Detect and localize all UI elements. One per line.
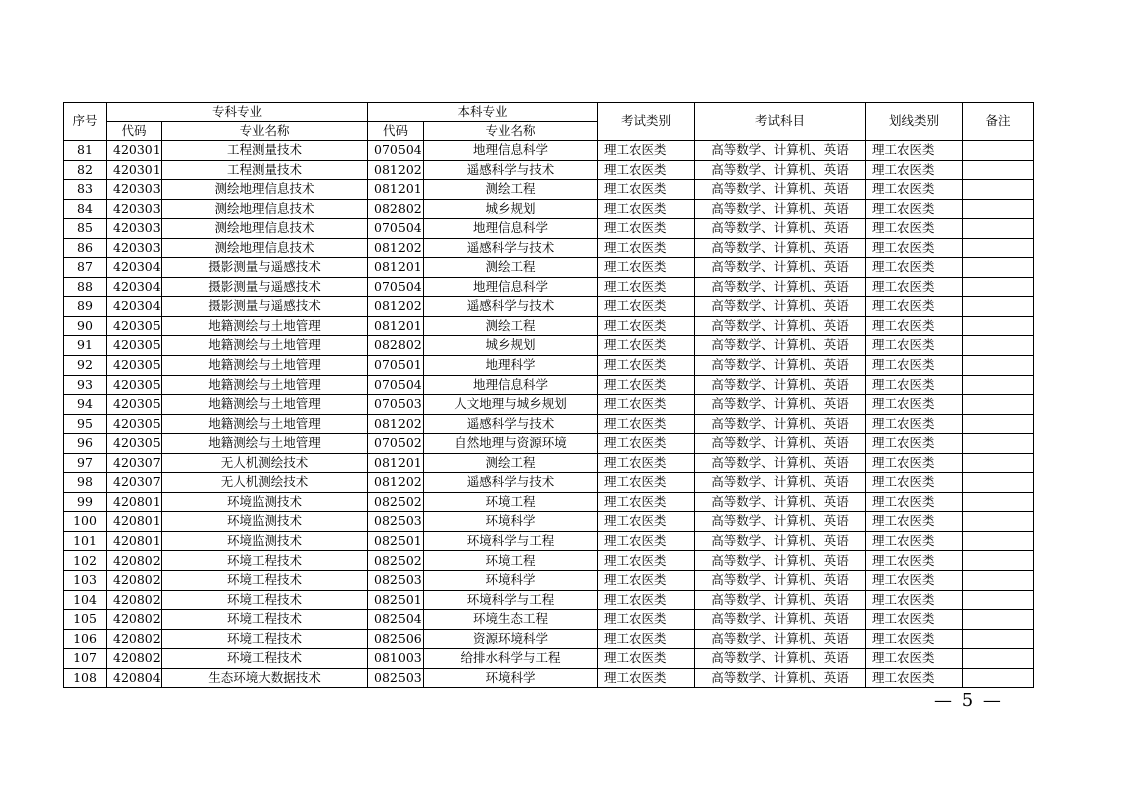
cell-benke-name: 测绘工程: [424, 316, 598, 336]
cell-seq: 89: [64, 297, 107, 317]
cell-exam-subjects: 高等数学、计算机、英语: [695, 356, 866, 376]
cell-line-type: 理工农医类: [866, 629, 963, 649]
table-row: [64, 649, 1034, 669]
cell-remarks: [963, 395, 1034, 415]
cell-benke-code: 082503: [368, 512, 424, 532]
table-row: [64, 414, 1034, 434]
cell-remarks: [963, 414, 1034, 434]
cell-benke-code: 082502: [368, 492, 424, 512]
cell-benke-name: 遥感科学与技术: [424, 160, 598, 180]
table-row: [64, 336, 1034, 356]
cell-exam-subjects: 高等数学、计算机、英语: [695, 277, 866, 297]
cell-zhuanke-code: 420301: [107, 141, 162, 161]
table-row: [64, 180, 1034, 200]
cell-zhuanke-code: 420305: [107, 434, 162, 454]
cell-line-type: 理工农医类: [866, 473, 963, 493]
cell-zhuanke-name: 测绘地理信息技术: [162, 199, 368, 219]
table-header: [64, 103, 1034, 141]
cell-benke-code: 081202: [368, 160, 424, 180]
cell-benke-name: 遥感科学与技术: [424, 238, 598, 258]
cell-remarks: [963, 356, 1034, 376]
cell-line-type: 理工农医类: [866, 492, 963, 512]
table-row: [64, 356, 1034, 376]
table-row: [64, 610, 1034, 630]
cell-zhuanke-name: 环境监测技术: [162, 512, 368, 532]
cell-seq: 105: [64, 610, 107, 630]
cell-benke-code: 082503: [368, 668, 424, 688]
cell-zhuanke-name: 环境工程技术: [162, 610, 368, 630]
table-row: [64, 199, 1034, 219]
cell-zhuanke-code: 420304: [107, 297, 162, 317]
table-row: [64, 395, 1034, 415]
cell-benke-name: 人文地理与城乡规划: [424, 395, 598, 415]
cell-benke-code: 070504: [368, 375, 424, 395]
cell-benke-name: 测绘工程: [424, 258, 598, 278]
table-row: [64, 141, 1034, 161]
cell-benke-name: 环境科学: [424, 668, 598, 688]
cell-zhuanke-name: 环境工程技术: [162, 551, 368, 571]
cell-zhuanke-name: 工程测量技术: [162, 160, 368, 180]
cell-benke-name: 地理信息科学: [424, 219, 598, 239]
cell-zhuanke-name: 地籍测绘与土地管理: [162, 336, 368, 356]
cell-zhuanke-code: 420801: [107, 512, 162, 532]
header-remarks: 备注: [963, 103, 1034, 141]
cell-benke-code: 082802: [368, 336, 424, 356]
header-seq: 序号: [64, 103, 107, 141]
cell-zhuanke-name: 环境工程技术: [162, 629, 368, 649]
cell-benke-name: 环境工程: [424, 492, 598, 512]
cell-exam-type: 理工农医类: [598, 160, 695, 180]
cell-exam-subjects: 高等数学、计算机、英语: [695, 238, 866, 258]
cell-zhuanke-code: 420801: [107, 492, 162, 512]
cell-line-type: 理工农医类: [866, 649, 963, 669]
header-zhuanke-name: 专业名称: [162, 122, 368, 141]
cell-line-type: 理工农医类: [866, 512, 963, 532]
cell-line-type: 理工农医类: [866, 336, 963, 356]
cell-benke-name: 城乡规划: [424, 199, 598, 219]
cell-line-type: 理工农医类: [866, 395, 963, 415]
cell-seq: 97: [64, 453, 107, 473]
cell-exam-type: 理工农医类: [598, 219, 695, 239]
table-row: [64, 258, 1034, 278]
cell-zhuanke-code: 420304: [107, 258, 162, 278]
table-row: [64, 590, 1034, 610]
cell-zhuanke-name: 无人机测绘技术: [162, 473, 368, 493]
cell-zhuanke-name: 测绘地理信息技术: [162, 219, 368, 239]
table-row: [64, 316, 1034, 336]
table-row: [64, 492, 1034, 512]
cell-exam-type: 理工农医类: [598, 395, 695, 415]
cell-exam-subjects: 高等数学、计算机、英语: [695, 649, 866, 669]
cell-benke-name: 环境科学与工程: [424, 531, 598, 551]
cell-exam-subjects: 高等数学、计算机、英语: [695, 434, 866, 454]
cell-remarks: [963, 160, 1034, 180]
cell-line-type: 理工农医类: [866, 277, 963, 297]
cell-seq: 84: [64, 199, 107, 219]
cell-zhuanke-code: 420303: [107, 199, 162, 219]
cell-seq: 92: [64, 356, 107, 376]
cell-benke-code: 070504: [368, 141, 424, 161]
table-body: [64, 141, 1034, 688]
cell-benke-name: 遥感科学与技术: [424, 414, 598, 434]
cell-benke-name: 环境科学: [424, 512, 598, 532]
cell-zhuanke-name: 摄影测量与遥感技术: [162, 277, 368, 297]
cell-benke-code: 082802: [368, 199, 424, 219]
page-number: — 5 —: [934, 690, 1003, 711]
cell-remarks: [963, 531, 1034, 551]
cell-benke-name: 给排水科学与工程: [424, 649, 598, 669]
cell-benke-code: 081202: [368, 414, 424, 434]
cell-zhuanke-name: 摄影测量与遥感技术: [162, 297, 368, 317]
cell-seq: 82: [64, 160, 107, 180]
cell-benke-code: 082501: [368, 531, 424, 551]
table-row: [64, 160, 1034, 180]
cell-benke-name: 自然地理与资源环境: [424, 434, 598, 454]
cell-line-type: 理工农医类: [866, 590, 963, 610]
cell-zhuanke-name: 环境监测技术: [162, 531, 368, 551]
cell-seq: 98: [64, 473, 107, 493]
cell-zhuanke-code: 420804: [107, 668, 162, 688]
header-line-type: 划线类别: [866, 103, 963, 141]
cell-zhuanke-code: 420802: [107, 629, 162, 649]
cell-seq: 101: [64, 531, 107, 551]
cell-zhuanke-name: 地籍测绘与土地管理: [162, 375, 368, 395]
cell-benke-code: 070504: [368, 219, 424, 239]
cell-seq: 96: [64, 434, 107, 454]
header-exam-type: 考试类别: [598, 103, 695, 141]
cell-remarks: [963, 336, 1034, 356]
cell-benke-code: 082504: [368, 610, 424, 630]
cell-remarks: [963, 316, 1034, 336]
cell-benke-code: 082503: [368, 571, 424, 591]
cell-line-type: 理工农医类: [866, 571, 963, 591]
cell-line-type: 理工农医类: [866, 453, 963, 473]
cell-seq: 81: [64, 141, 107, 161]
cell-benke-name: 资源环境科学: [424, 629, 598, 649]
cell-exam-type: 理工农医类: [598, 199, 695, 219]
cell-zhuanke-code: 420802: [107, 649, 162, 669]
cell-remarks: [963, 629, 1034, 649]
header-zhuanke-group: 专科专业: [107, 103, 368, 122]
cell-exam-subjects: 高等数学、计算机、英语: [695, 629, 866, 649]
table-row: [64, 453, 1034, 473]
cell-zhuanke-code: 420304: [107, 277, 162, 297]
cell-exam-subjects: 高等数学、计算机、英语: [695, 414, 866, 434]
cell-exam-subjects: 高等数学、计算机、英语: [695, 258, 866, 278]
cell-zhuanke-name: 环境监测技术: [162, 492, 368, 512]
table-row: [64, 473, 1034, 493]
cell-exam-type: 理工农医类: [598, 277, 695, 297]
cell-line-type: 理工农医类: [866, 551, 963, 571]
cell-exam-type: 理工农医类: [598, 297, 695, 317]
cell-exam-type: 理工农医类: [598, 668, 695, 688]
cell-seq: 100: [64, 512, 107, 532]
cell-remarks: [963, 649, 1034, 669]
cell-exam-type: 理工农医类: [598, 356, 695, 376]
cell-zhuanke-code: 420802: [107, 551, 162, 571]
cell-exam-type: 理工农医类: [598, 414, 695, 434]
cell-line-type: 理工农医类: [866, 258, 963, 278]
cell-line-type: 理工农医类: [866, 219, 963, 239]
cell-zhuanke-code: 420305: [107, 316, 162, 336]
cell-zhuanke-code: 420802: [107, 571, 162, 591]
cell-remarks: [963, 668, 1034, 688]
cell-seq: 102: [64, 551, 107, 571]
cell-seq: 85: [64, 219, 107, 239]
cell-line-type: 理工农医类: [866, 356, 963, 376]
cell-exam-type: 理工农医类: [598, 453, 695, 473]
cell-line-type: 理工农医类: [866, 414, 963, 434]
cell-zhuanke-name: 测绘地理信息技术: [162, 180, 368, 200]
table-row: [64, 512, 1034, 532]
cell-benke-name: 遥感科学与技术: [424, 473, 598, 493]
cell-remarks: [963, 297, 1034, 317]
cell-zhuanke-name: 测绘地理信息技术: [162, 238, 368, 258]
cell-exam-type: 理工农医类: [598, 180, 695, 200]
cell-zhuanke-name: 环境工程技术: [162, 590, 368, 610]
cell-zhuanke-name: 地籍测绘与土地管理: [162, 414, 368, 434]
cell-line-type: 理工农医类: [866, 668, 963, 688]
cell-seq: 103: [64, 571, 107, 591]
cell-seq: 88: [64, 277, 107, 297]
cell-zhuanke-code: 420301: [107, 160, 162, 180]
cell-seq: 83: [64, 180, 107, 200]
cell-remarks: [963, 453, 1034, 473]
cell-exam-subjects: 高等数学、计算机、英语: [695, 180, 866, 200]
table-row: [64, 375, 1034, 395]
cell-line-type: 理工农医类: [866, 141, 963, 161]
cell-exam-type: 理工农医类: [598, 316, 695, 336]
cell-zhuanke-name: 生态环境大数据技术: [162, 668, 368, 688]
cell-remarks: [963, 512, 1034, 532]
cell-benke-name: 遥感科学与技术: [424, 297, 598, 317]
cell-benke-code: 081202: [368, 473, 424, 493]
cell-remarks: [963, 238, 1034, 258]
cell-zhuanke-code: 420305: [107, 375, 162, 395]
cell-zhuanke-code: 420305: [107, 395, 162, 415]
cell-seq: 87: [64, 258, 107, 278]
cell-exam-type: 理工农医类: [598, 336, 695, 356]
table-row: [64, 277, 1034, 297]
cell-exam-type: 理工农医类: [598, 571, 695, 591]
table-row: [64, 668, 1034, 688]
cell-zhuanke-name: 摄影测量与遥感技术: [162, 258, 368, 278]
cell-exam-subjects: 高等数学、计算机、英语: [695, 297, 866, 317]
cell-zhuanke-name: 地籍测绘与土地管理: [162, 434, 368, 454]
cell-remarks: [963, 180, 1034, 200]
cell-seq: 99: [64, 492, 107, 512]
cell-seq: 94: [64, 395, 107, 415]
cell-exam-subjects: 高等数学、计算机、英语: [695, 531, 866, 551]
cell-zhuanke-code: 420303: [107, 238, 162, 258]
cell-benke-name: 测绘工程: [424, 453, 598, 473]
cell-seq: 106: [64, 629, 107, 649]
cell-exam-type: 理工农医类: [598, 629, 695, 649]
cell-zhuanke-name: 地籍测绘与土地管理: [162, 356, 368, 376]
cell-exam-type: 理工农医类: [598, 531, 695, 551]
header-benke-group: 本科专业: [368, 103, 598, 122]
cell-remarks: [963, 375, 1034, 395]
cell-line-type: 理工农医类: [866, 316, 963, 336]
cell-line-type: 理工农医类: [866, 199, 963, 219]
table-row: [64, 238, 1034, 258]
cell-seq: 90: [64, 316, 107, 336]
cell-zhuanke-code: 420307: [107, 473, 162, 493]
header-benke-code: 代码: [368, 122, 424, 141]
cell-exam-subjects: 高等数学、计算机、英语: [695, 199, 866, 219]
table-row: [64, 551, 1034, 571]
cell-seq: 95: [64, 414, 107, 434]
cell-remarks: [963, 590, 1034, 610]
cell-seq: 86: [64, 238, 107, 258]
cell-zhuanke-name: 环境工程技术: [162, 649, 368, 669]
cell-exam-type: 理工农医类: [598, 492, 695, 512]
header-benke-name: 专业名称: [424, 122, 598, 141]
cell-remarks: [963, 571, 1034, 591]
cell-exam-subjects: 高等数学、计算机、英语: [695, 590, 866, 610]
table-row: [64, 571, 1034, 591]
cell-line-type: 理工农医类: [866, 160, 963, 180]
cell-zhuanke-code: 420305: [107, 414, 162, 434]
cell-remarks: [963, 199, 1034, 219]
table-row: [64, 219, 1034, 239]
cell-seq: 108: [64, 668, 107, 688]
cell-zhuanke-name: 地籍测绘与土地管理: [162, 395, 368, 415]
cell-remarks: [963, 258, 1034, 278]
cell-benke-code: 070501: [368, 356, 424, 376]
cell-seq: 93: [64, 375, 107, 395]
cell-benke-code: 082502: [368, 551, 424, 571]
cell-zhuanke-code: 420801: [107, 531, 162, 551]
cell-exam-subjects: 高等数学、计算机、英语: [695, 668, 866, 688]
cell-benke-code: 082501: [368, 590, 424, 610]
cell-zhuanke-code: 420307: [107, 453, 162, 473]
cell-benke-code: 070504: [368, 277, 424, 297]
cell-benke-name: 地理信息科学: [424, 277, 598, 297]
cell-benke-code: 081202: [368, 238, 424, 258]
cell-exam-subjects: 高等数学、计算机、英语: [695, 492, 866, 512]
cell-exam-type: 理工农医类: [598, 258, 695, 278]
cell-zhuanke-code: 420303: [107, 219, 162, 239]
cell-exam-subjects: 高等数学、计算机、英语: [695, 571, 866, 591]
cell-exam-subjects: 高等数学、计算机、英语: [695, 551, 866, 571]
cell-remarks: [963, 473, 1034, 493]
cell-benke-code: 081202: [368, 297, 424, 317]
cell-exam-subjects: 高等数学、计算机、英语: [695, 610, 866, 630]
cell-exam-subjects: 高等数学、计算机、英语: [695, 512, 866, 532]
cell-benke-code: 070503: [368, 395, 424, 415]
cell-line-type: 理工农医类: [866, 375, 963, 395]
table-row: [64, 531, 1034, 551]
cell-exam-type: 理工农医类: [598, 473, 695, 493]
cell-benke-code: 081201: [368, 453, 424, 473]
cell-exam-subjects: 高等数学、计算机、英语: [695, 141, 866, 161]
cell-exam-type: 理工农医类: [598, 434, 695, 454]
cell-exam-subjects: 高等数学、计算机、英语: [695, 336, 866, 356]
cell-remarks: [963, 277, 1034, 297]
cell-benke-name: 城乡规划: [424, 336, 598, 356]
cell-zhuanke-name: 环境工程技术: [162, 571, 368, 591]
cell-line-type: 理工农医类: [866, 297, 963, 317]
cell-benke-name: 测绘工程: [424, 180, 598, 200]
cell-benke-name: 环境工程: [424, 551, 598, 571]
cell-line-type: 理工农医类: [866, 531, 963, 551]
table-row: [64, 629, 1034, 649]
majors-table: [63, 102, 1034, 688]
cell-remarks: [963, 141, 1034, 161]
cell-zhuanke-code: 420305: [107, 356, 162, 376]
cell-zhuanke-name: 工程测量技术: [162, 141, 368, 161]
cell-zhuanke-name: 无人机测绘技术: [162, 453, 368, 473]
cell-benke-name: 地理信息科学: [424, 141, 598, 161]
cell-zhuanke-code: 420303: [107, 180, 162, 200]
cell-seq: 107: [64, 649, 107, 669]
header-zhuanke-code: 代码: [107, 122, 162, 141]
cell-exam-type: 理工农医类: [598, 141, 695, 161]
cell-line-type: 理工农医类: [866, 180, 963, 200]
cell-line-type: 理工农医类: [866, 238, 963, 258]
cell-exam-type: 理工农医类: [598, 512, 695, 532]
cell-benke-code: 081201: [368, 180, 424, 200]
cell-exam-type: 理工农医类: [598, 590, 695, 610]
cell-remarks: [963, 551, 1034, 571]
cell-exam-type: 理工农医类: [598, 610, 695, 630]
cell-line-type: 理工农医类: [866, 610, 963, 630]
cell-remarks: [963, 434, 1034, 454]
cell-zhuanke-name: 地籍测绘与土地管理: [162, 316, 368, 336]
cell-benke-code: 081201: [368, 316, 424, 336]
cell-exam-subjects: 高等数学、计算机、英语: [695, 473, 866, 493]
cell-benke-name: 地理科学: [424, 356, 598, 376]
cell-benke-code: 070502: [368, 434, 424, 454]
cell-line-type: 理工农医类: [866, 434, 963, 454]
cell-benke-name: 环境生态工程: [424, 610, 598, 630]
cell-benke-code: 081201: [368, 258, 424, 278]
cell-zhuanke-code: 420802: [107, 590, 162, 610]
cell-remarks: [963, 219, 1034, 239]
cell-exam-subjects: 高等数学、计算机、英语: [695, 453, 866, 473]
table-row: [64, 434, 1034, 454]
cell-exam-subjects: 高等数学、计算机、英语: [695, 160, 866, 180]
cell-exam-subjects: 高等数学、计算机、英语: [695, 375, 866, 395]
cell-benke-code: 082506: [368, 629, 424, 649]
cell-exam-type: 理工农医类: [598, 649, 695, 669]
header-exam-subjects: 考试科目: [695, 103, 866, 141]
cell-seq: 91: [64, 336, 107, 356]
cell-remarks: [963, 492, 1034, 512]
cell-seq: 104: [64, 590, 107, 610]
cell-exam-type: 理工农医类: [598, 375, 695, 395]
cell-exam-type: 理工农医类: [598, 551, 695, 571]
cell-zhuanke-code: 420802: [107, 610, 162, 630]
cell-zhuanke-code: 420305: [107, 336, 162, 356]
cell-exam-subjects: 高等数学、计算机、英语: [695, 219, 866, 239]
cell-exam-type: 理工农医类: [598, 238, 695, 258]
cell-benke-name: 地理信息科学: [424, 375, 598, 395]
cell-benke-name: 环境科学与工程: [424, 590, 598, 610]
table-row: [64, 297, 1034, 317]
cell-remarks: [963, 610, 1034, 630]
cell-exam-subjects: 高等数学、计算机、英语: [695, 395, 866, 415]
cell-benke-name: 环境科学: [424, 571, 598, 591]
cell-exam-subjects: 高等数学、计算机、英语: [695, 316, 866, 336]
cell-benke-code: 081003: [368, 649, 424, 669]
